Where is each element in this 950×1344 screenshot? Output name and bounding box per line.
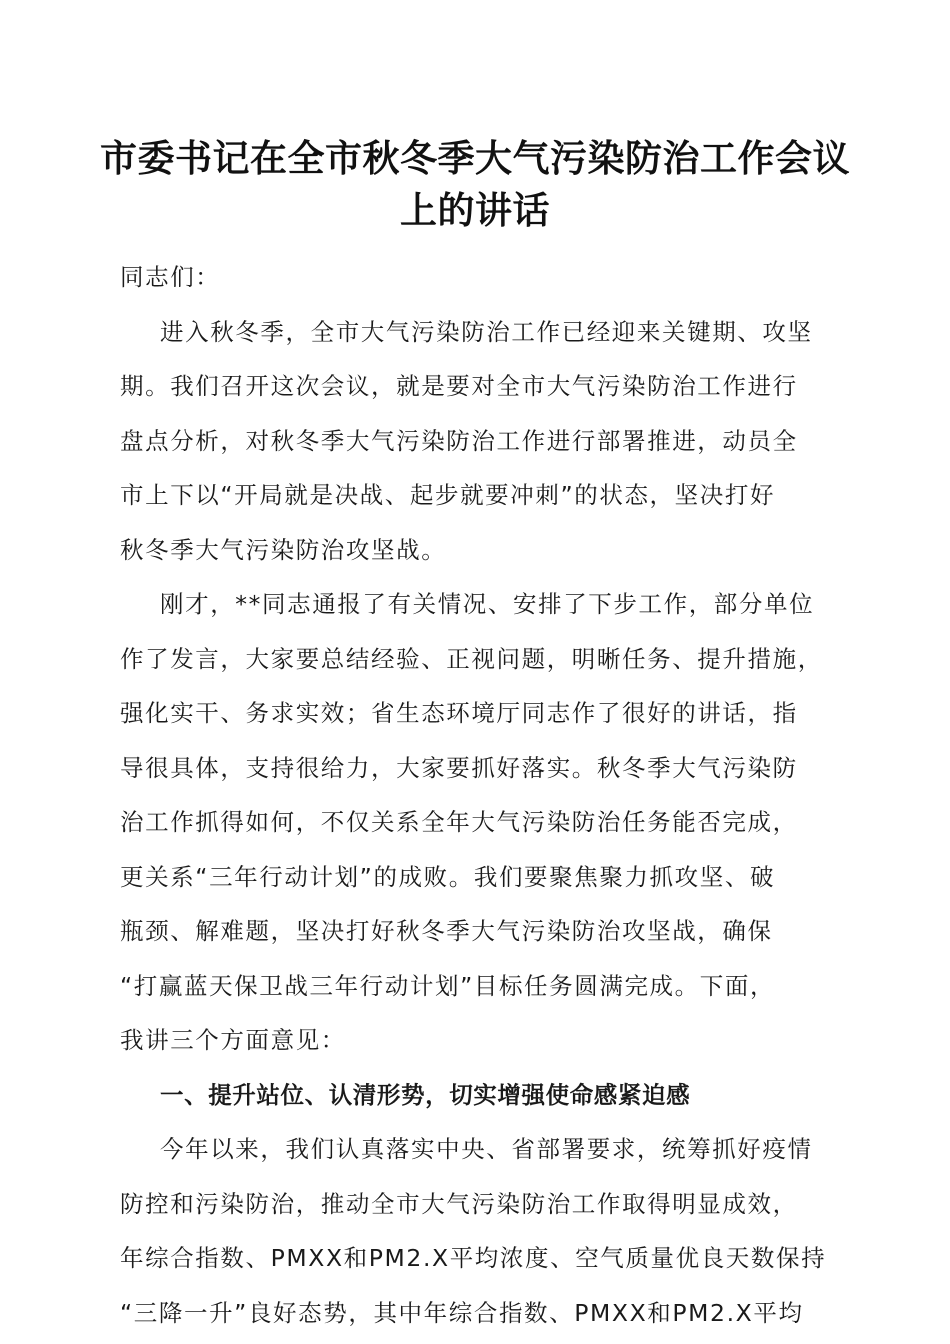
document-body xyxy=(120,250,840,1340)
paragraph-1-line: 市上下以“开局就是决战、起步就要冲刺”的状态，坚决打好 xyxy=(120,481,776,509)
paragraph-2-line: 作了发言，大家要总结经验、正视问题，明晰任务、提升措施， xyxy=(120,644,823,673)
title-line-2: 上的讲话 xyxy=(400,188,550,232)
paragraph-2-line: 治工作抓得如何，不仅关系全年大气污染防治任务能否完成， xyxy=(120,808,798,836)
salutation: 同志们： xyxy=(120,263,221,291)
paragraph-3-line: 今年以来，我们认真落实中央、省部署要求，统筹抓好疫情 xyxy=(160,1135,813,1163)
paragraph-2-line: 刚才，**同志通报了有关情况、安排了下步工作，部分单位 xyxy=(160,590,815,618)
paragraph-1-line: 期。我们召开这次会议，就是要对全市大气污染防治工作进行 xyxy=(120,372,798,400)
paragraph-3-line: 防控和污染防治，推动全市大气污染防治工作取得明显成效， xyxy=(120,1189,798,1218)
paragraph-2-line: 强化实干、务求实效；省生态环境厅同志作了很好的讲话，指 xyxy=(120,699,798,727)
document-title xyxy=(100,132,850,236)
title-line-1: 市委书记在全市秋冬季大气污染防治工作会议 xyxy=(100,136,850,180)
paragraph-2-line: 导很具体，支持很给力，大家要抓好落实。秋冬季大气污染防 xyxy=(120,753,798,782)
paragraph-2-line: 瓶颈、解难题，坚决打好秋冬季大气污染防治攻坚战，确保 xyxy=(120,917,773,945)
paragraph-3-line: “三降一升”良好态势，其中年综合指数、PMXX和PM2.X平均 xyxy=(120,1298,804,1327)
paragraph-2-line: “打赢蓝天保卫战三年行动计划”目标任务圆满完成。下面， xyxy=(120,971,776,1000)
paragraph-3-line: 年综合指数、PMXX和PM2.X平均浓度、空气质量优良天数保持 xyxy=(120,1244,827,1272)
paragraph-1-line: 盘点分析，对秋冬季大气污染防治工作进行部署推进，动员全 xyxy=(120,426,798,455)
paragraph-1-line: 秋冬季大气污染防治攻坚战。 xyxy=(120,535,447,564)
paragraph-2-line: 更关系“三年行动计划”的成败。我们要聚焦聚力抓攻坚、破 xyxy=(120,862,776,891)
paragraph-2-line: 我讲三个方面意见： xyxy=(120,1026,346,1054)
section-heading-1: 一、提升站位、认清形势，切实增强使命感紧迫感 xyxy=(160,1080,691,1109)
paragraph-1-line: 进入秋冬季，全市大气污染防治工作已经迎来关键期、攻坚 xyxy=(160,317,813,346)
